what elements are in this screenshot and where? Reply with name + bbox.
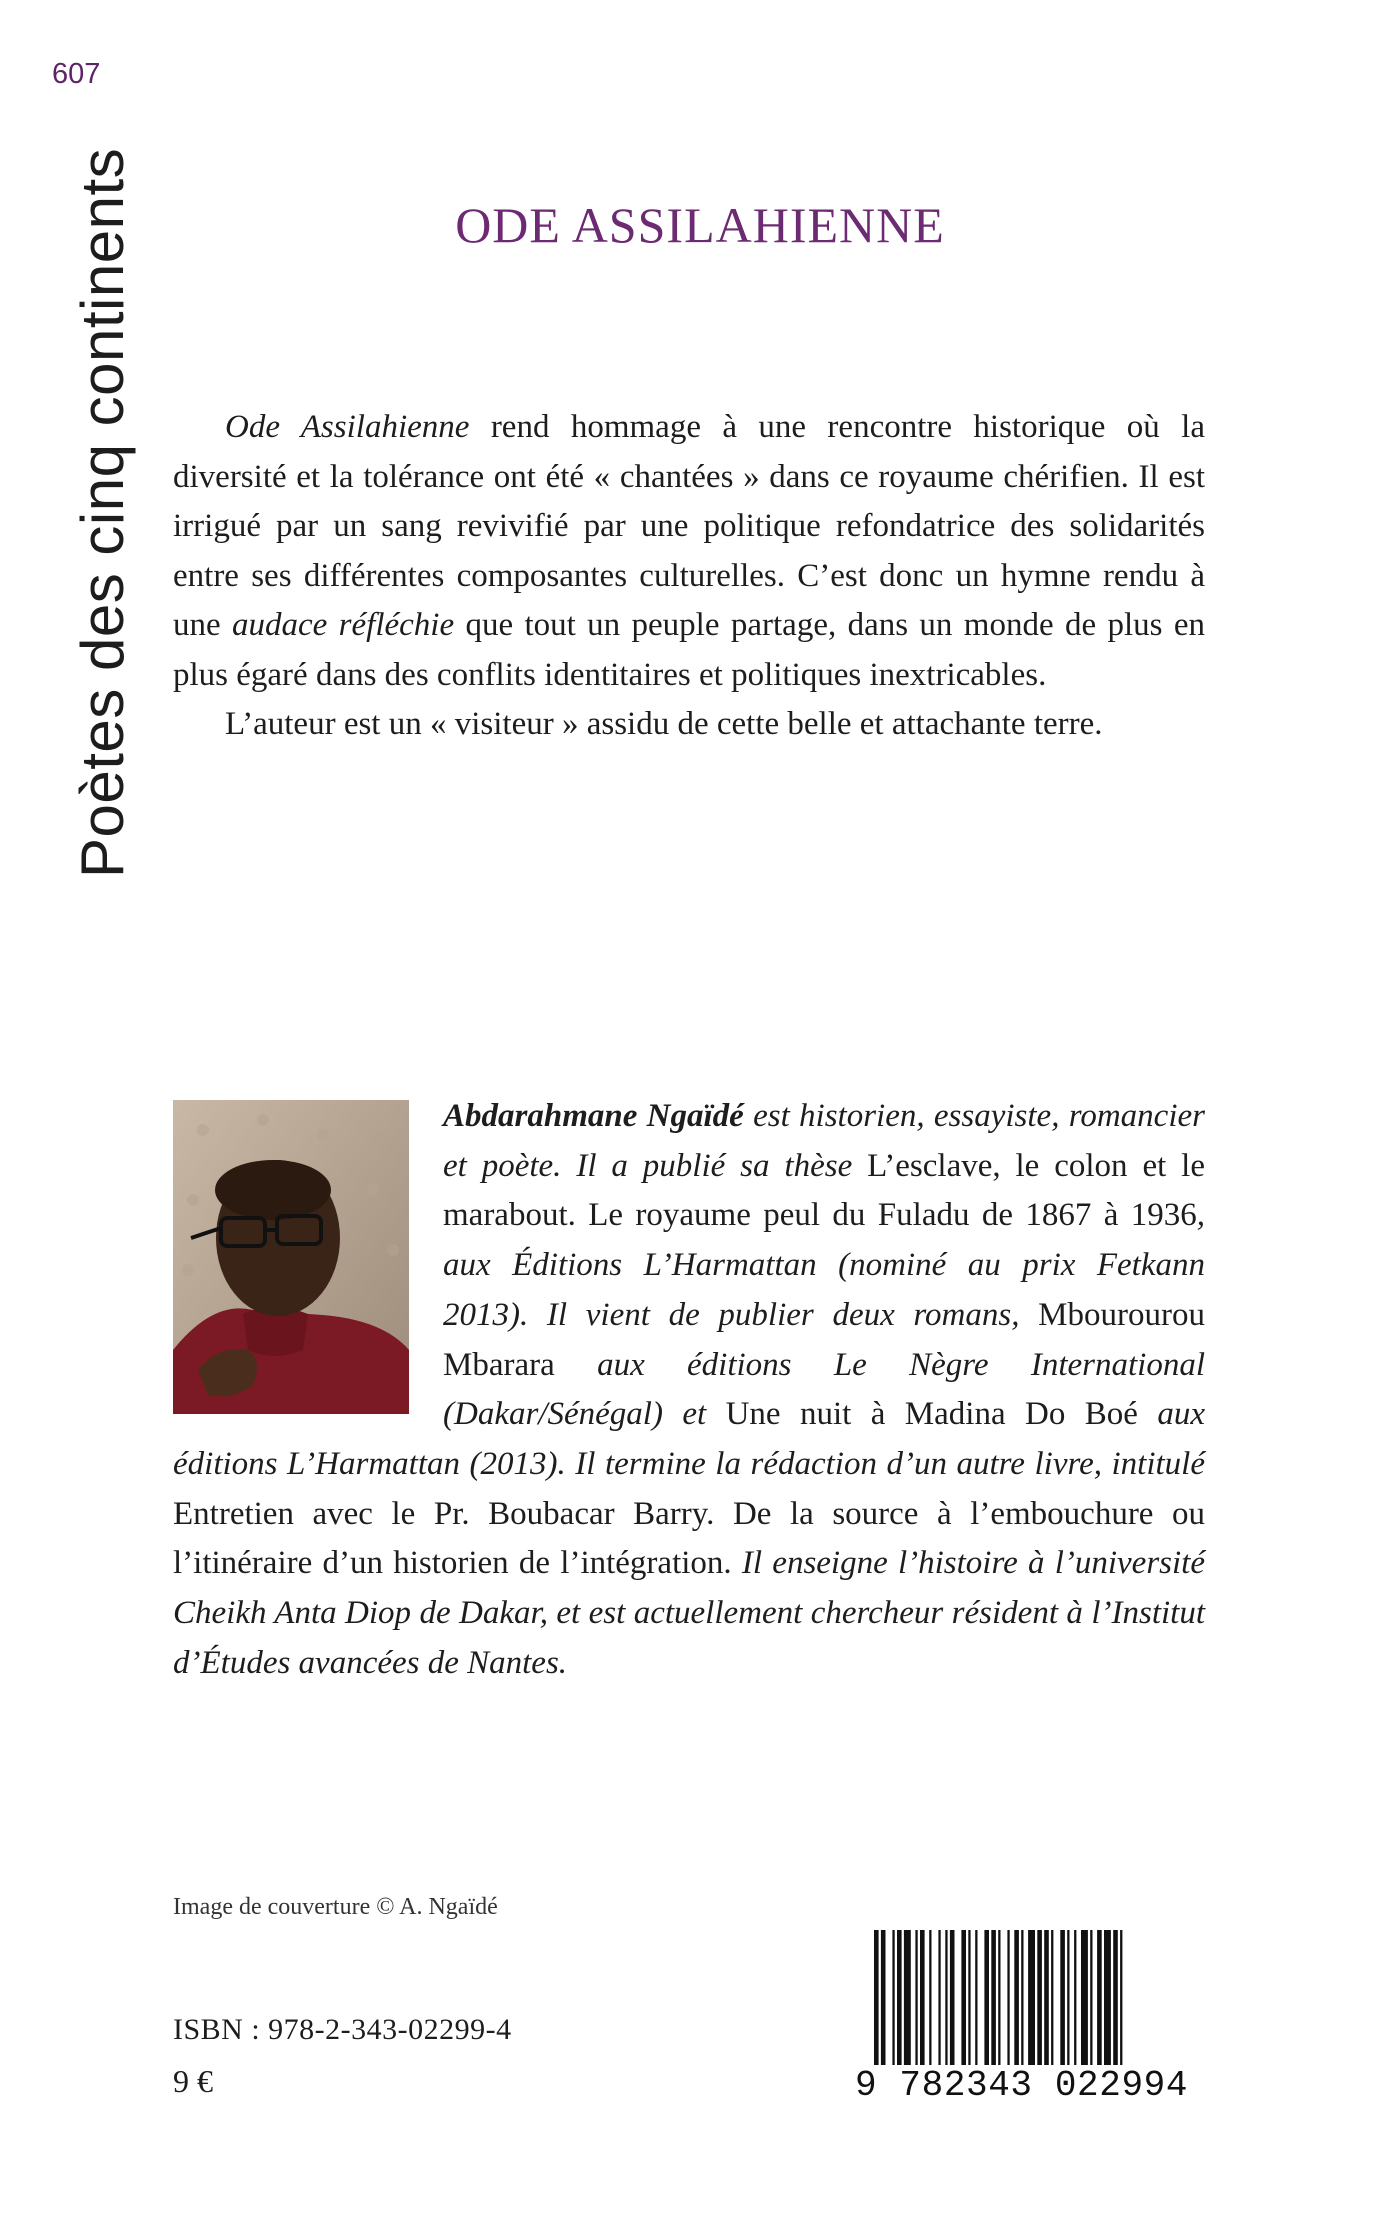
barcode-bar <box>892 1930 894 2080</box>
series-number: 607 <box>52 58 101 90</box>
barcode-bar <box>881 1930 886 2080</box>
photo-spacer <box>173 1092 409 1414</box>
barcode-bar <box>1044 1930 1049 2080</box>
blurb-paragraph-1 <box>173 403 1205 700</box>
blurb-text: que tout un peuple partage, dans un monde de plus en plus égaré dans des conflits identitaires et politiques inextricables. <box>173 607 1205 693</box>
blurb-paragraph-2: L’auteur est un « visiteur » assidu de cette belle et attachante terre. <box>225 706 1103 742</box>
barcode-bar <box>1014 1930 1019 2080</box>
barcode-bar <box>1120 1930 1122 2080</box>
barcode-bar <box>1113 1930 1118 2080</box>
barcode-bar <box>915 1930 917 2080</box>
barcode-bar <box>897 1930 902 2080</box>
barcode-bar <box>874 1930 879 2080</box>
bio-text: aux éditions L’Harmattan (2013). Il termine la rédaction d’un autre livre, intitulé <box>173 1396 1205 1482</box>
barcode-bar <box>1067 1930 1069 2080</box>
barcode-bar <box>975 1930 977 2080</box>
price: 9 € <box>173 2063 213 2099</box>
blurb-emphasis: audace réfléchie <box>232 607 455 643</box>
book-title-3: Une nuit à Madina Do Boé <box>725 1396 1138 1433</box>
barcode-bar <box>1074 1930 1076 2080</box>
book-title-4: Entretien avec le Pr. Boubacar Barry. De la source à l’embouchure ou l’itinéraire d’un historien de l’intégration. <box>173 1495 1205 1582</box>
barcode-bar <box>1090 1930 1092 2080</box>
barcode-bar <box>945 1930 947 2080</box>
blurb <box>173 403 1205 750</box>
barcode-bar <box>1028 1930 1035 2080</box>
barcode-bar <box>984 1930 989 2080</box>
barcode-bar <box>938 1930 940 2080</box>
barcode-bar <box>904 1930 911 2080</box>
series-name: Poètes des cinq continents <box>69 147 136 878</box>
barcode-bar <box>929 1930 931 2080</box>
bio-text: , aux Éditions L’Harmattan (nominé au prix Fetkann 2013). Il vient de publier deux romans, <box>443 1197 1205 1333</box>
barcode-bar <box>1104 1930 1111 2080</box>
barcode-bar <box>1081 1930 1088 2080</box>
image-credit: Image de couverture © A. Ngaïdé <box>173 1894 498 1920</box>
book-title-1: L’esclave, le colon et le marabout. Le royaume peul du Fuladu de 1867 à 1936 <box>443 1147 1205 1234</box>
blurb-text: rend hommage à une rencontre historique où la diversité et la tolérance ont été « chantées » dans ce royaume chérifien. Il est irrigué par un sang revivifié par une politique refondatrice des solidarités entre ses différentes composantes culturelles. C’est donc un hymne rendu à une <box>173 409 1205 643</box>
barcode-bar <box>961 1930 966 2080</box>
barcode-bar <box>1060 1930 1065 2080</box>
book-title-2: Mbourourou Mbarara <box>443 1296 1205 1383</box>
bio-text: Il enseigne l’histoire à l’université Cheikh Anta Diop de Dakar, et est actuellement chercheur résident à l’Institut d’Études avancées de Nantes. <box>173 1545 1205 1681</box>
barcode-bar <box>991 1930 996 2080</box>
barcode-bar <box>1007 1930 1009 2080</box>
barcode-bar <box>1051 1930 1053 2080</box>
barcode-bar <box>950 1930 955 2080</box>
bio-text: aux éditions Le Nègre International (Dakar/Sénégal) et <box>443 1346 1205 1433</box>
blurb-title-italic: Ode Assilahienne <box>225 409 470 445</box>
book-title: ODE ASSILAHIENNE <box>455 197 945 253</box>
barcode-bar <box>920 1930 925 2080</box>
author-name: Abdarahmane Ngaïdé <box>443 1098 744 1134</box>
barcode-bar <box>998 1930 1000 2080</box>
barcode-bar <box>1021 1930 1023 2080</box>
author-bio <box>173 1092 1205 1688</box>
barcode-digits: 9 782343 022994 <box>855 2065 1205 2106</box>
barcode-bar <box>968 1930 970 2080</box>
isbn: ISBN : 978-2-343-02299-4 <box>173 2013 512 2046</box>
barcode-bar <box>1037 1930 1042 2080</box>
bio-text: est historien, essayiste, romancier et poète. Il a publié sa thèse <box>443 1098 1205 1184</box>
barcode-bar <box>1097 1930 1102 2080</box>
